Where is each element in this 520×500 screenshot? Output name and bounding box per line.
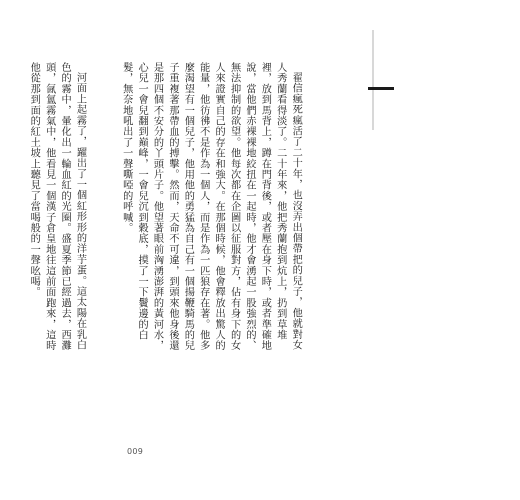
paragraph: 翟信瘋死瘋活了二十年，也沒弄出個帶把的兒子，他就對女人秀蘭看得淡了。二十年來，他把秀蘭抱到炕上，扔到草堆裡，放到馬背上，蹲在門背後，或者壓在身下時，或者準確地說，當他們赤裸裸地絞扭在一起時，他才會湧起一股強烈的、無法抑制的欲望。他每次都在企圖以征服對方，佔有身下的女人來證實自己的存在和強大。在那個時候，他會釋放出驚人的能量，他彷彿不是作為一個人，而是作為一匹狼存在著。他多麼渴望有一個兒子，他用他的勇猛為自己有一個揚鞭騎馬的兒子重複著那帶血的搏擊。然而，天命不可違，到頭來他身後還是那四個不安分的丫頭片子。他望著眼前洶湧澎湃的黃河水，心兒一會兒翻到巔峰，一會兒沉到穀底，摸了一下鬢邊的白髮，無奈地吼出了一聲嘶啞的呼喊。	[120, 62, 302, 351]
chapter-number	[368, 78, 394, 98]
paragraph: 河面上起霧了，躍出了一個紅形形的洋芋蛋。這太陽在乳白色的霧中，暈化出一輪血紅的光圈。盛夏季節已經過去，西灘頭，氤氳霧氣中，他看見一個漢子倉皇地往這前面跑來，這時他從那到面的紅土坡上聽見了當喝般的一聲吆喝。	[28, 62, 86, 351]
page-number: 009	[127, 447, 144, 456]
body-text	[0, 62, 334, 354]
chapter-numeral-glyph	[368, 87, 394, 90]
